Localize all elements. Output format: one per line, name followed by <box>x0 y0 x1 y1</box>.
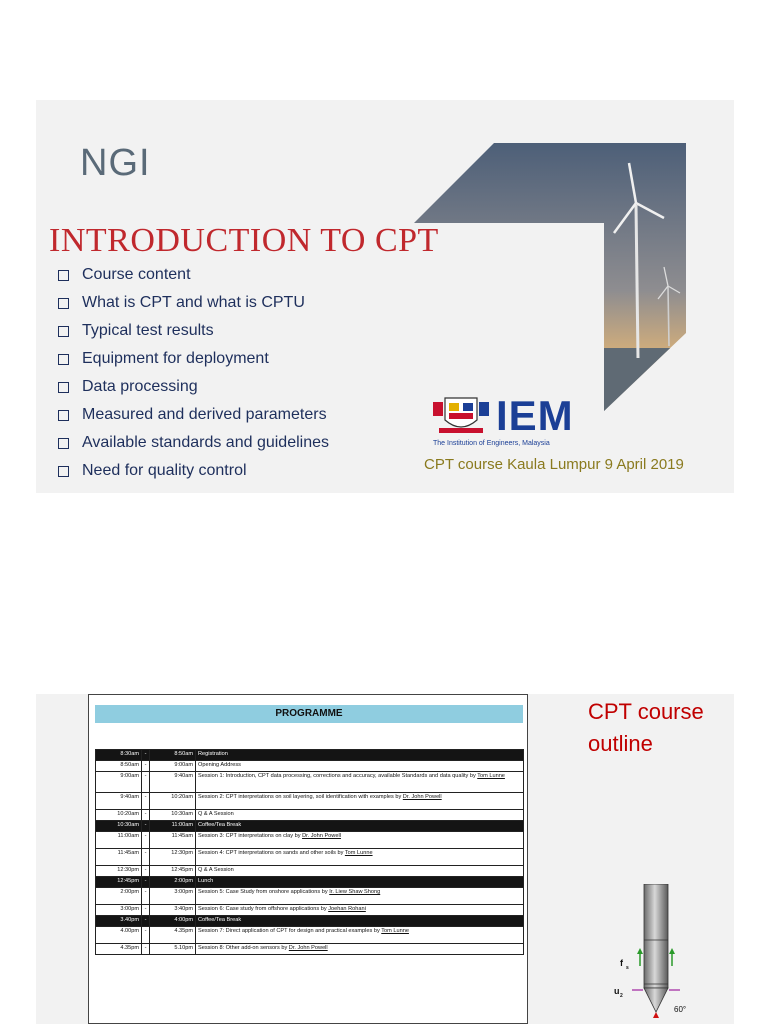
end-time-cell: 2:00pm <box>150 877 196 888</box>
end-time-cell: 11:45am <box>150 832 196 849</box>
table-row <box>96 832 524 849</box>
start-time-cell: 11:00am <box>96 832 142 849</box>
probe-label-fs: f <box>620 958 623 968</box>
programme-slide <box>36 694 734 1024</box>
list-item: Course content <box>58 261 329 289</box>
table-row <box>96 905 524 916</box>
ngi-logo <box>80 142 151 185</box>
activity-cell: Coffee/Tea Break <box>196 821 524 832</box>
wind-turbine-photo <box>414 143 686 411</box>
slide-title: INTRODUCTION TO CPT <box>49 222 439 259</box>
table-row <box>96 750 524 761</box>
separator-cell: - <box>142 849 150 866</box>
end-time-cell: 4.35pm <box>150 927 196 944</box>
table-row <box>96 793 524 810</box>
start-time-cell: 9:00am <box>96 772 142 793</box>
table-row <box>96 810 524 821</box>
probe-label-u2-sub: 2 <box>620 993 623 999</box>
programme-table-body <box>96 750 524 955</box>
table-row <box>96 772 524 793</box>
list-item: What is CPT and what is CPTU <box>58 289 329 317</box>
checkbox-bullet-icon <box>58 438 69 449</box>
separator-cell: - <box>142 905 150 916</box>
iem-subtitle: The Institution of Engineers, Malaysia <box>433 440 550 447</box>
start-time-cell: 3.40pm <box>96 916 142 927</box>
presenter-name: Dr. John Powell <box>302 833 341 839</box>
intro-slide <box>36 100 734 493</box>
start-time-cell: 10:20am <box>96 810 142 821</box>
separator-cell: - <box>142 761 150 772</box>
course-caption: CPT course Kaula Lumpur 9 April 2019 <box>424 456 684 473</box>
separator-cell: - <box>142 772 150 793</box>
end-time-cell: 12:30pm <box>150 849 196 866</box>
end-time-cell: 9:00am <box>150 761 196 772</box>
programme-sheet <box>88 694 528 1024</box>
end-time-cell: 5.10pm <box>150 944 196 955</box>
activity-cell: Lunch <box>196 877 524 888</box>
checkbox-bullet-icon <box>58 382 69 393</box>
start-time-cell: 11:45am <box>96 849 142 866</box>
separator-cell: - <box>142 888 150 905</box>
end-time-cell: 10:30am <box>150 810 196 821</box>
start-time-cell: 9:40am <box>96 793 142 810</box>
presenter-name: Dr. John Powell <box>288 945 328 951</box>
list-item: Need for quality control <box>58 457 329 485</box>
activity-cell: Session 2: CPT interpretations on soil layering, soil identification with examples by Dr. John Powell <box>196 793 524 810</box>
separator-cell: - <box>142 866 150 877</box>
activity-cell: Session 8: Other add-on sensors by Dr. John Powell <box>196 944 524 955</box>
presenter-name: Tom Lunne <box>477 773 505 779</box>
activity-cell: Session 3: CPT interpretations on clay by Dr. John Powell <box>196 832 524 849</box>
separator-cell: - <box>142 944 150 955</box>
programme-header: PROGRAMME <box>95 705 523 723</box>
separator-cell: - <box>142 821 150 832</box>
activity-cell: Session 6: Case study from offshore applications by Joehan Rohani <box>196 905 524 916</box>
list-item: Measured and derived parameters <box>58 401 329 429</box>
checkbox-bullet-icon <box>58 354 69 365</box>
activity-cell: Registration <box>196 750 524 761</box>
presenter-name: Tom Lunne <box>344 850 373 856</box>
probe-label-angle: 60° <box>674 1005 687 1014</box>
course-topics-list <box>58 261 329 485</box>
activity-cell: Session 1: Introduction, CPT data processing, corrections and accuracy, available Standards and data quality by Tom Lunne <box>196 772 524 793</box>
start-time-cell: 3:00pm <box>96 905 142 916</box>
end-time-cell: 10:20am <box>150 793 196 810</box>
iem-crest-icon <box>433 394 489 438</box>
separator-cell: - <box>142 916 150 927</box>
separator-cell: - <box>142 810 150 821</box>
activity-cell: Session 4: CPT interpretations on sands and other soils by Tom Lunne <box>196 849 524 866</box>
ngi-logo-text: NGI <box>80 142 151 184</box>
presenter-name: Dr. John Powell <box>402 794 442 800</box>
presenter-name: Tom Lunne <box>381 928 409 934</box>
end-time-cell: 11:00am <box>150 821 196 832</box>
separator-cell: - <box>142 832 150 849</box>
table-row <box>96 877 524 888</box>
table-row <box>96 849 524 866</box>
separator-cell: - <box>142 793 150 810</box>
table-row <box>96 761 524 772</box>
activity-cell: Q & A Session <box>196 866 524 877</box>
start-time-cell: 2:00pm <box>96 888 142 905</box>
start-time-cell: 12:45pm <box>96 877 142 888</box>
probe-label-fs-sub: s <box>626 965 629 971</box>
probe-label-u2: u <box>614 986 620 996</box>
programme-table <box>95 749 524 955</box>
list-item: Data processing <box>58 373 329 401</box>
separator-cell: - <box>142 750 150 761</box>
presenter-name: Ir. Liew Shaw Shong <box>329 889 381 895</box>
checkbox-bullet-icon <box>58 326 69 337</box>
start-time-cell: 8:30am <box>96 750 142 761</box>
list-item: Available standards and guidelines <box>58 429 329 457</box>
separator-cell: - <box>142 877 150 888</box>
checkbox-bullet-icon <box>58 410 69 421</box>
list-item: Typical test results <box>58 317 329 345</box>
end-time-cell: 3:40pm <box>150 905 196 916</box>
checkbox-bullet-icon <box>58 270 69 281</box>
start-time-cell: 4.35pm <box>96 944 142 955</box>
activity-cell: Coffee/Tea Break <box>196 916 524 927</box>
table-row <box>96 944 524 955</box>
end-time-cell: 8:50am <box>150 750 196 761</box>
table-row <box>96 821 524 832</box>
table-row <box>96 916 524 927</box>
start-time-cell: 4.00pm <box>96 927 142 944</box>
activity-cell: Opening Address <box>196 761 524 772</box>
activity-cell: Session 7: Direct application of CPT for design and practical examples by Tom Lunne <box>196 927 524 944</box>
presenter-name: Joehan Rohani <box>328 906 366 912</box>
activity-cell: Q & A Session <box>196 810 524 821</box>
start-time-cell: 8:50am <box>96 761 142 772</box>
table-row <box>96 866 524 877</box>
end-time-cell: 4:00pm <box>150 916 196 927</box>
checkbox-bullet-icon <box>58 298 69 309</box>
start-time-cell: 12:30pm <box>96 866 142 877</box>
end-time-cell: 9:40am <box>150 772 196 793</box>
list-item: Equipment for deployment <box>58 345 329 373</box>
activity-cell: Session 5: Case Study from onshore applications by Ir. Liew Shaw Shong <box>196 888 524 905</box>
table-row <box>96 888 524 905</box>
end-time-cell: 12:45pm <box>150 866 196 877</box>
outline-title: CPT course outline <box>588 699 704 756</box>
end-time-cell: 3:00pm <box>150 888 196 905</box>
start-time-cell: 10:30am <box>96 821 142 832</box>
iem-logo: IEM <box>496 392 574 439</box>
checkbox-bullet-icon <box>58 466 69 477</box>
cpt-cone-probe-diagram <box>614 884 694 1024</box>
table-row <box>96 927 524 944</box>
separator-cell: - <box>142 927 150 944</box>
